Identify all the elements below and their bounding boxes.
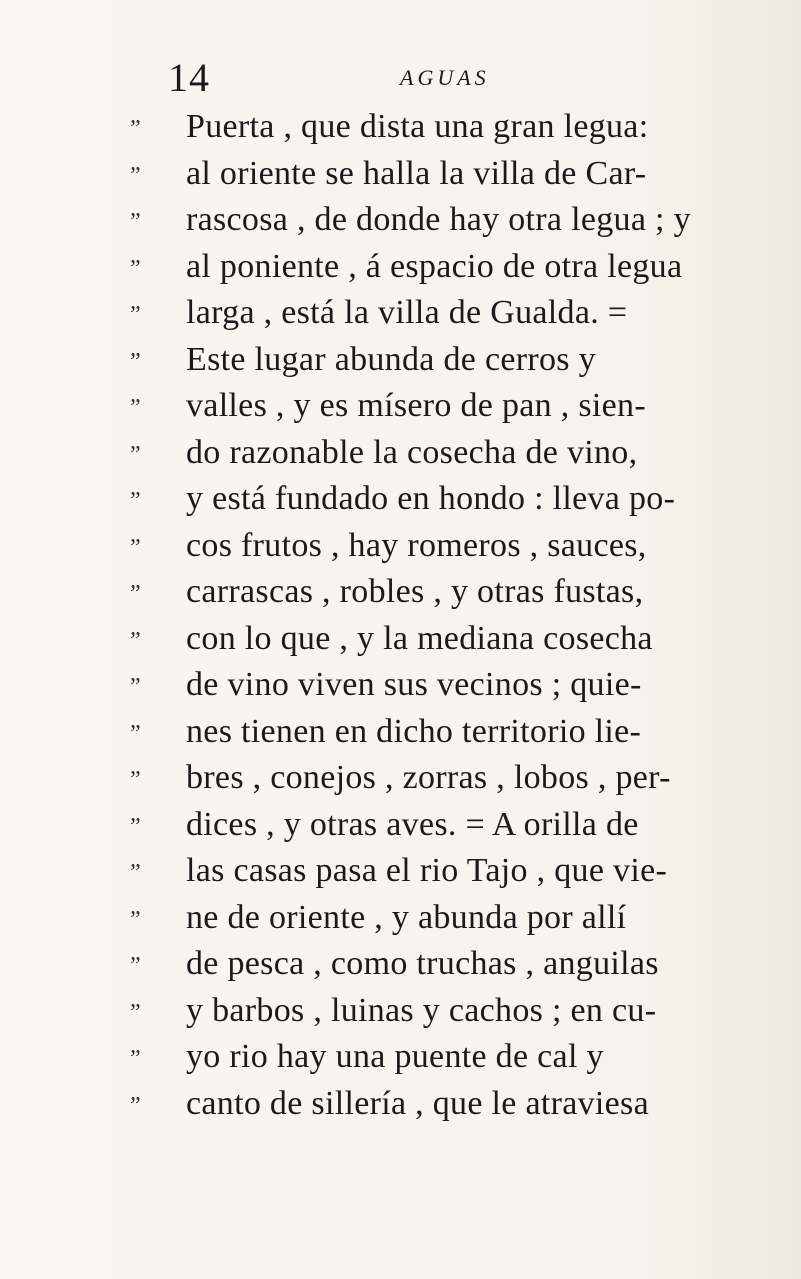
quotation-mark: ”	[130, 674, 141, 700]
line-text: rascosa , de donde hay otra legua ; y	[186, 201, 691, 238]
line-text: nes tienen en dicho territorio lie-	[186, 712, 642, 750]
line-text: las casas pasa el rio Tajo , que vie-	[186, 852, 668, 889]
text-line	[130, 246, 770, 293]
text-line	[130, 339, 770, 386]
quotation-mark: ”	[130, 860, 141, 886]
line-text: de pesca , como truchas , anguilas	[186, 945, 659, 982]
text-line	[130, 199, 770, 246]
body-text	[130, 106, 770, 1129]
quotation-mark: ”	[130, 162, 141, 189]
text-line	[130, 711, 770, 758]
text-line	[130, 804, 770, 851]
page-number: 14	[168, 55, 210, 100]
line-text: ne de oriente , y abunda por allí	[186, 898, 627, 936]
running-title: AGUAS	[400, 65, 490, 90]
line-text: con lo que , y la mediana cosecha	[186, 619, 653, 657]
text-line	[130, 153, 770, 200]
quotation-mark: ”	[130, 348, 141, 375]
text-line	[130, 897, 770, 944]
line-text: bres , conejos , zorras , lobos , per-	[186, 759, 671, 796]
quotation-mark: ”	[130, 767, 141, 793]
line-text: Este lugar abunda de cerros y	[186, 340, 596, 378]
text-line	[130, 571, 770, 618]
text-line	[130, 432, 770, 479]
quotation-mark: ”	[130, 1092, 141, 1119]
text-line	[130, 1083, 770, 1130]
page-header	[168, 55, 728, 100]
line-text: de vino viven sus vecinos ; quie-	[186, 666, 642, 703]
line-text: Puerta , que dista una gran legua:	[186, 108, 649, 145]
text-line	[130, 943, 770, 990]
text-line	[130, 106, 770, 153]
line-text: valles , y es mísero de pan , sien-	[186, 387, 646, 424]
line-text: yo rio hay una puente de cal y	[186, 1038, 604, 1075]
text-line	[130, 664, 770, 711]
quotation-mark: ”	[130, 999, 141, 1026]
quotation-mark: ”	[130, 627, 141, 654]
text-line	[130, 292, 770, 339]
text-line	[130, 478, 770, 525]
line-text: al poniente , á espacio de otra legua	[186, 247, 683, 285]
quotation-mark: ”	[130, 255, 141, 282]
text-line	[130, 850, 770, 897]
text-line	[130, 385, 770, 432]
quotation-mark: ”	[130, 581, 141, 607]
line-text: larga , está la villa de Gualda. =	[186, 294, 628, 331]
quotation-mark: ”	[130, 953, 141, 979]
quotation-mark: ”	[130, 906, 141, 933]
quotation-mark: ”	[130, 720, 141, 747]
line-text: carrascas , robles , y otras fustas,	[186, 573, 644, 610]
line-text: do razonable la cosecha de vino,	[186, 433, 638, 471]
quotation-mark: ”	[130, 813, 141, 840]
quotation-mark: ”	[130, 209, 141, 235]
text-line	[130, 525, 770, 572]
text-line	[130, 757, 770, 804]
quotation-mark: ”	[130, 441, 141, 468]
text-line	[130, 1036, 770, 1083]
text-line	[130, 990, 770, 1037]
line-text: dices , y otras aves. = A orilla de	[186, 805, 639, 843]
line-text: al oriente se halla la villa de Car-	[186, 154, 647, 192]
quotation-mark: ”	[130, 534, 141, 561]
quotation-mark: ”	[130, 395, 141, 421]
quotation-mark: ”	[130, 116, 141, 142]
line-text: canto de sillería , que le atraviesa	[186, 1084, 649, 1122]
quotation-mark: ”	[130, 1046, 141, 1072]
quotation-mark: ”	[130, 302, 141, 328]
line-text: y barbos , luinas y cachos ; en cu-	[186, 991, 657, 1029]
quotation-mark: ”	[130, 488, 141, 514]
line-text: cos frutos , hay romeros , sauces,	[186, 526, 647, 564]
text-line	[130, 618, 770, 665]
line-text: y está fundado en hondo : lleva po-	[186, 480, 676, 517]
